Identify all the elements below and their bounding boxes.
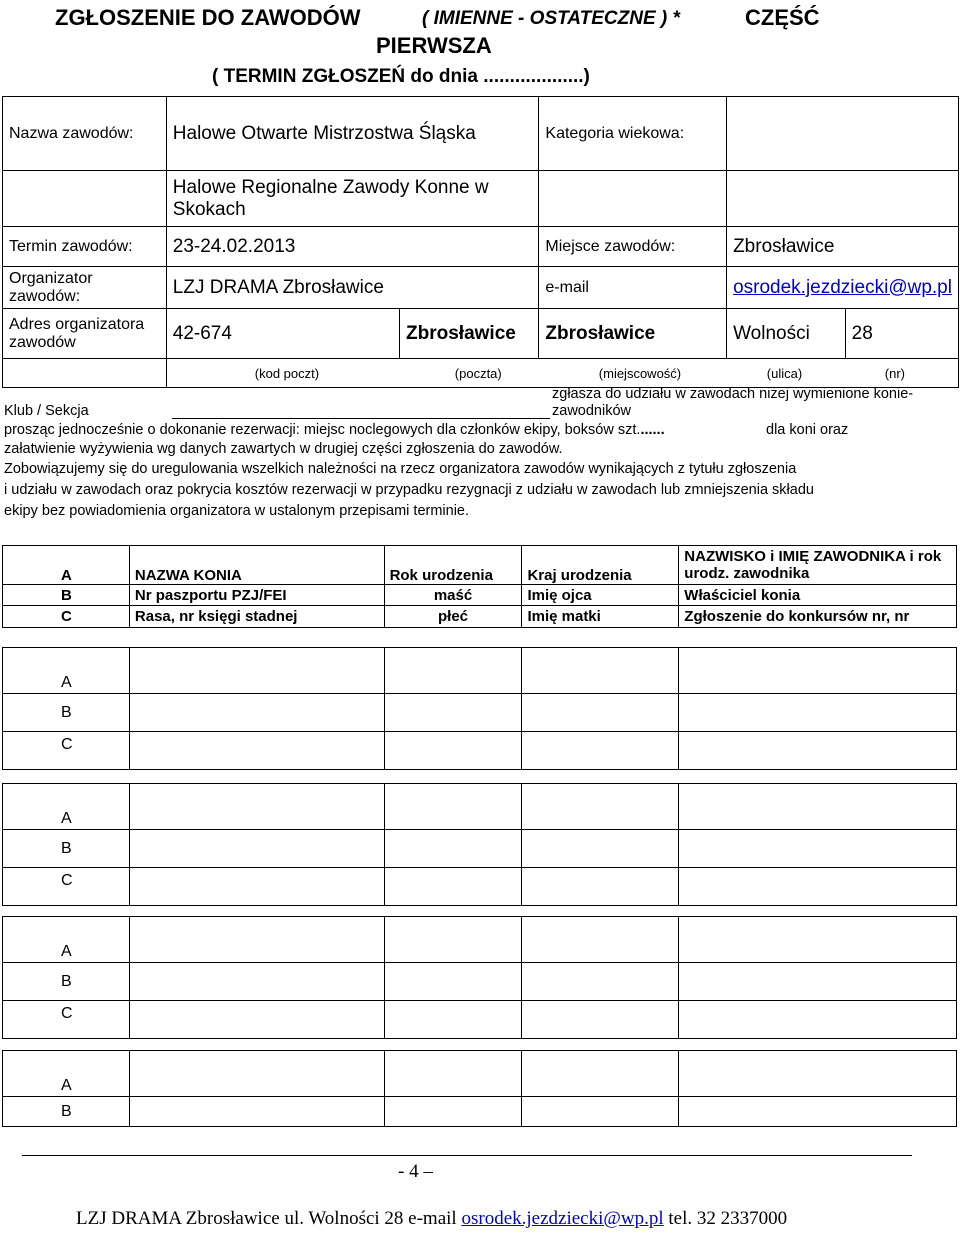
obligation-line-1: Zobowiązujemy się do uregulowania wszelkich należności na rzecz organizatora zawodów wynikających z tytułu zgłoszenia (4, 461, 797, 477)
col-dam: Imię matki (522, 606, 679, 628)
entry-cell[interactable] (679, 694, 957, 732)
entry-cell[interactable] (384, 868, 522, 906)
entry-block-4 (2, 1050, 957, 1127)
entry-cell[interactable] (679, 648, 957, 694)
house-number: 28 (845, 309, 958, 359)
entry-2-key-a: A (3, 784, 130, 830)
entry-cell[interactable] (522, 784, 679, 830)
request-line-1b: dla koni oraz (766, 422, 849, 438)
entry-cell[interactable] (679, 784, 957, 830)
category-value[interactable] (727, 97, 959, 171)
col-birth-year: Rok urodzenia (384, 546, 522, 585)
entry-cell[interactable] (384, 1051, 522, 1097)
entry-cell[interactable] (522, 694, 679, 732)
club-label: Klub / Sekcja (4, 403, 89, 419)
entry-cell[interactable] (522, 1051, 679, 1097)
organizer-value: LZJ DRAMA Zbrosławice (166, 267, 539, 309)
name-label-empty (3, 171, 167, 227)
form-type-note: ( IMIENNE - OSTATECZNE ) * (422, 8, 680, 29)
legend-empty (3, 359, 167, 388)
col-color: maść (384, 585, 522, 606)
legend-postal: (kod poczt) (254, 366, 320, 381)
entry-cell[interactable] (522, 868, 679, 906)
legend-street: (ulica) (766, 366, 803, 381)
entry-1-key-c: C (3, 732, 130, 770)
entry-cell[interactable] (679, 1051, 957, 1097)
declares-line-2: zawodników (552, 403, 631, 419)
entry-cell[interactable] (522, 830, 679, 868)
entry-cell[interactable] (384, 1097, 522, 1127)
entry-cell[interactable] (384, 694, 522, 732)
entry-3-key-a: A (3, 917, 130, 963)
entry-cell[interactable] (679, 1001, 957, 1039)
deadline: ( TERMIN ZGŁOSZEŃ do dnia ...................) (212, 66, 590, 87)
entry-cell[interactable] (129, 732, 384, 770)
empty-cell (539, 171, 727, 227)
col-rider-name: NAZWISKO i IMIĘ ZAWODNIKA i rok urodz. zawodnika (679, 546, 957, 585)
entry-cell[interactable] (129, 1097, 384, 1127)
postal-code: 42-674 (166, 309, 399, 359)
entry-cell[interactable] (129, 648, 384, 694)
entry-cell[interactable] (384, 830, 522, 868)
entry-cell[interactable] (679, 963, 957, 1001)
entry-cell[interactable] (679, 830, 957, 868)
footer-email-link[interactable]: osrodek.jezdziecki@wp.pl (461, 1208, 664, 1229)
entry-3-key-b: B (3, 963, 130, 1001)
footer-rule (22, 1155, 912, 1156)
entry-cell[interactable] (384, 1001, 522, 1039)
entry-cell[interactable] (129, 1051, 384, 1097)
entry-block-2 (2, 783, 957, 906)
entry-3-key-c: C (3, 1001, 130, 1039)
entry-cell[interactable] (522, 963, 679, 1001)
entry-cell[interactable] (679, 868, 957, 906)
entry-cell[interactable] (129, 784, 384, 830)
empty-cell (727, 171, 959, 227)
email-label: e-mail (539, 267, 727, 309)
form-part: CZĘŚĆ (745, 5, 820, 30)
col-sire: Imię ojca (522, 585, 679, 606)
club-input[interactable] (172, 404, 550, 419)
entry-cell[interactable] (384, 963, 522, 1001)
street: Wolności (727, 309, 846, 359)
declares-line-1: zgłasza do udziału w zawodach niżej wymienione konie- (552, 386, 914, 402)
entry-cell[interactable] (384, 732, 522, 770)
form-part-2: PIERWSZA (376, 33, 492, 58)
col-competitions: Zgłoszenie do konkursów nr, nr (679, 606, 957, 628)
col-breed: Rasa, nr księgi stadnej (129, 606, 384, 628)
entry-cell[interactable] (129, 963, 384, 1001)
entry-1-key-b: B (3, 694, 130, 732)
legend-town: (miejscowość) (598, 366, 682, 381)
entry-cell[interactable] (522, 1097, 679, 1127)
name-value-2: Halowe Regionalne Zawody Konne w Skokach (166, 171, 539, 227)
name-label: Nazwa zawodów: (3, 97, 167, 171)
entry-cell[interactable] (384, 784, 522, 830)
entry-2-key-b: B (3, 830, 130, 868)
entry-block-3 (2, 916, 957, 1039)
place-value: Zbrosławice (727, 227, 959, 267)
entry-4-key-b: B (3, 1097, 130, 1127)
entry-1-key-a: A (3, 648, 130, 694)
entry-cell[interactable] (129, 868, 384, 906)
legend-post: (poczta) (454, 366, 502, 381)
entry-cell[interactable] (384, 648, 522, 694)
entry-cell[interactable] (129, 694, 384, 732)
page-number: - 4 – (398, 1161, 433, 1182)
row-key-b: B (3, 585, 130, 606)
category-label: Kategoria wiekowa: (539, 97, 727, 171)
row-key-c: C (3, 606, 130, 628)
entry-cell[interactable] (522, 1001, 679, 1039)
name-value-1: Halowe Otwarte Mistrzostwa Śląska (166, 97, 539, 171)
col-passport: Nr paszportu PZJ/FEI (129, 585, 384, 606)
entry-cell[interactable] (384, 917, 522, 963)
footer-contact: LZJ DRAMA Zbrosławice ul. Wolności 28 e-mail osrodek.jezdziecki@wp.pl tel. 32 2337000 (76, 1208, 788, 1229)
date-value: 23-24.02.2013 (166, 227, 539, 267)
date-label: Termin zawodów: (3, 227, 167, 267)
entry-cell[interactable] (129, 917, 384, 963)
address-label: Adres organizatora zawodów (3, 309, 167, 359)
col-horse-name: NAZWA KONIA (129, 546, 384, 585)
entry-cell[interactable] (522, 648, 679, 694)
post-office: Zbrosławice (400, 309, 539, 359)
organizer-label: Organizator zawodów: (3, 267, 167, 309)
request-line-1: prosząc jednocześnie o dokonanie rezerwacji: miejsc noclegowych dla członków ekipy, boksów szt....... (4, 422, 665, 438)
entry-cell[interactable] (522, 917, 679, 963)
col-sex: płeć (384, 606, 522, 628)
row-key-a: A (3, 546, 130, 585)
entry-4-key-a: A (3, 1051, 130, 1097)
form-title: ZGŁOSZENIE DO ZAWODÓW (55, 5, 361, 30)
competition-info-table (2, 96, 959, 388)
entry-cell[interactable] (679, 917, 957, 963)
entry-cell[interactable] (129, 1001, 384, 1039)
obligation-line-3: ekipy bez powiadomienia organizatora w ustalonym przepisami terminie. (4, 503, 470, 519)
place-label: Miejsce zawodów: (539, 227, 727, 267)
entry-block-1 (2, 647, 957, 770)
request-line-2: załatwienie wyżywienia wg danych zawartych w drugiej części zgłoszenia do zawodów. (4, 441, 563, 457)
entry-cell[interactable] (679, 1097, 957, 1127)
col-birth-country: Kraj urodzenia (522, 546, 679, 585)
column-legend-table (2, 545, 957, 628)
col-owner: Właściciel konia (679, 585, 957, 606)
entry-2-key-c: C (3, 868, 130, 906)
entry-cell[interactable] (679, 732, 957, 770)
entry-cell[interactable] (522, 732, 679, 770)
email-link[interactable]: osrodek.jezdziecki@wp.pl (727, 267, 959, 309)
legend-nr: (nr) (884, 366, 905, 381)
town: Zbrosławice (539, 309, 727, 359)
obligation-line-2: i udziału w zawodach oraz pokrycia kosztów rezerwacji w przypadku rezygnacji z udziału w zawodach lub zmniejszenia składu (4, 482, 814, 498)
entry-cell[interactable] (129, 830, 384, 868)
